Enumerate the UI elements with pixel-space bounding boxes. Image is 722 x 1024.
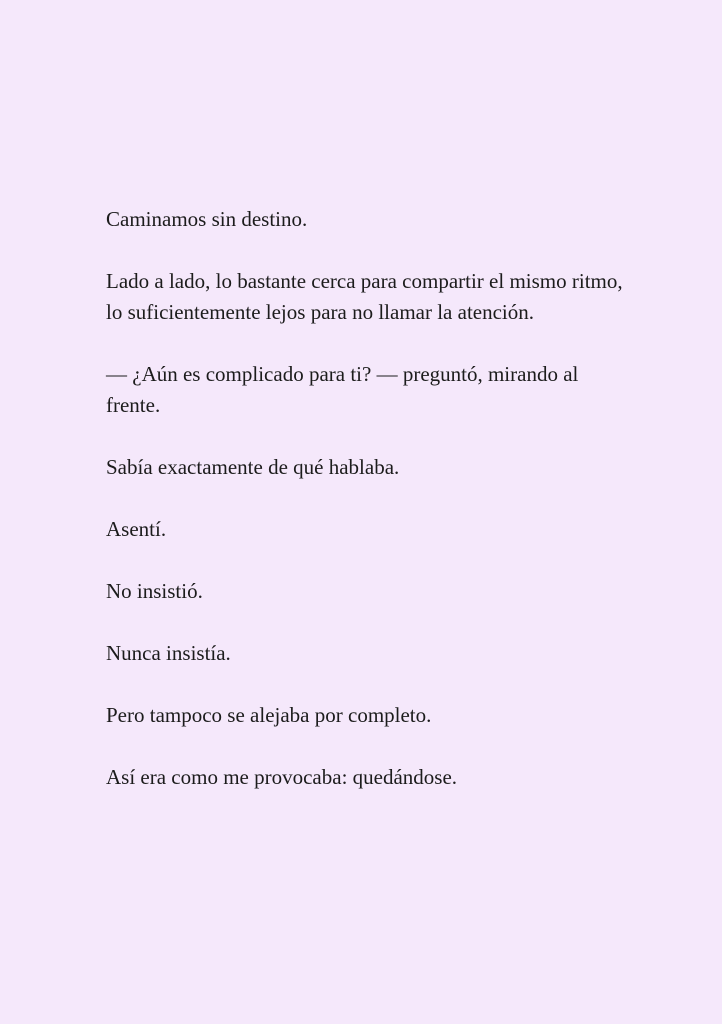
- paragraph: Pero tampoco se alejaba por completo.: [106, 703, 432, 727]
- paragraph: Nunca insistía.: [106, 641, 231, 665]
- paragraph: Asentí.: [106, 517, 167, 541]
- paragraph: Caminamos sin destino.: [106, 207, 308, 231]
- paragraph: No insistió.: [106, 579, 203, 603]
- paragraph: — ¿Aún es complicado para ti? — preguntó, mirando al frente.: [106, 362, 579, 417]
- paragraph: Así era como me provocaba: quedándose.: [106, 765, 458, 789]
- paragraph: Sabía exactamente de qué hablaba.: [106, 455, 400, 479]
- story-text: [106, 204, 626, 793]
- paragraph: Lado a lado, lo bastante cerca para compartir el mismo ritmo, lo suficientemente lejos para no llamar la atención.: [106, 269, 623, 324]
